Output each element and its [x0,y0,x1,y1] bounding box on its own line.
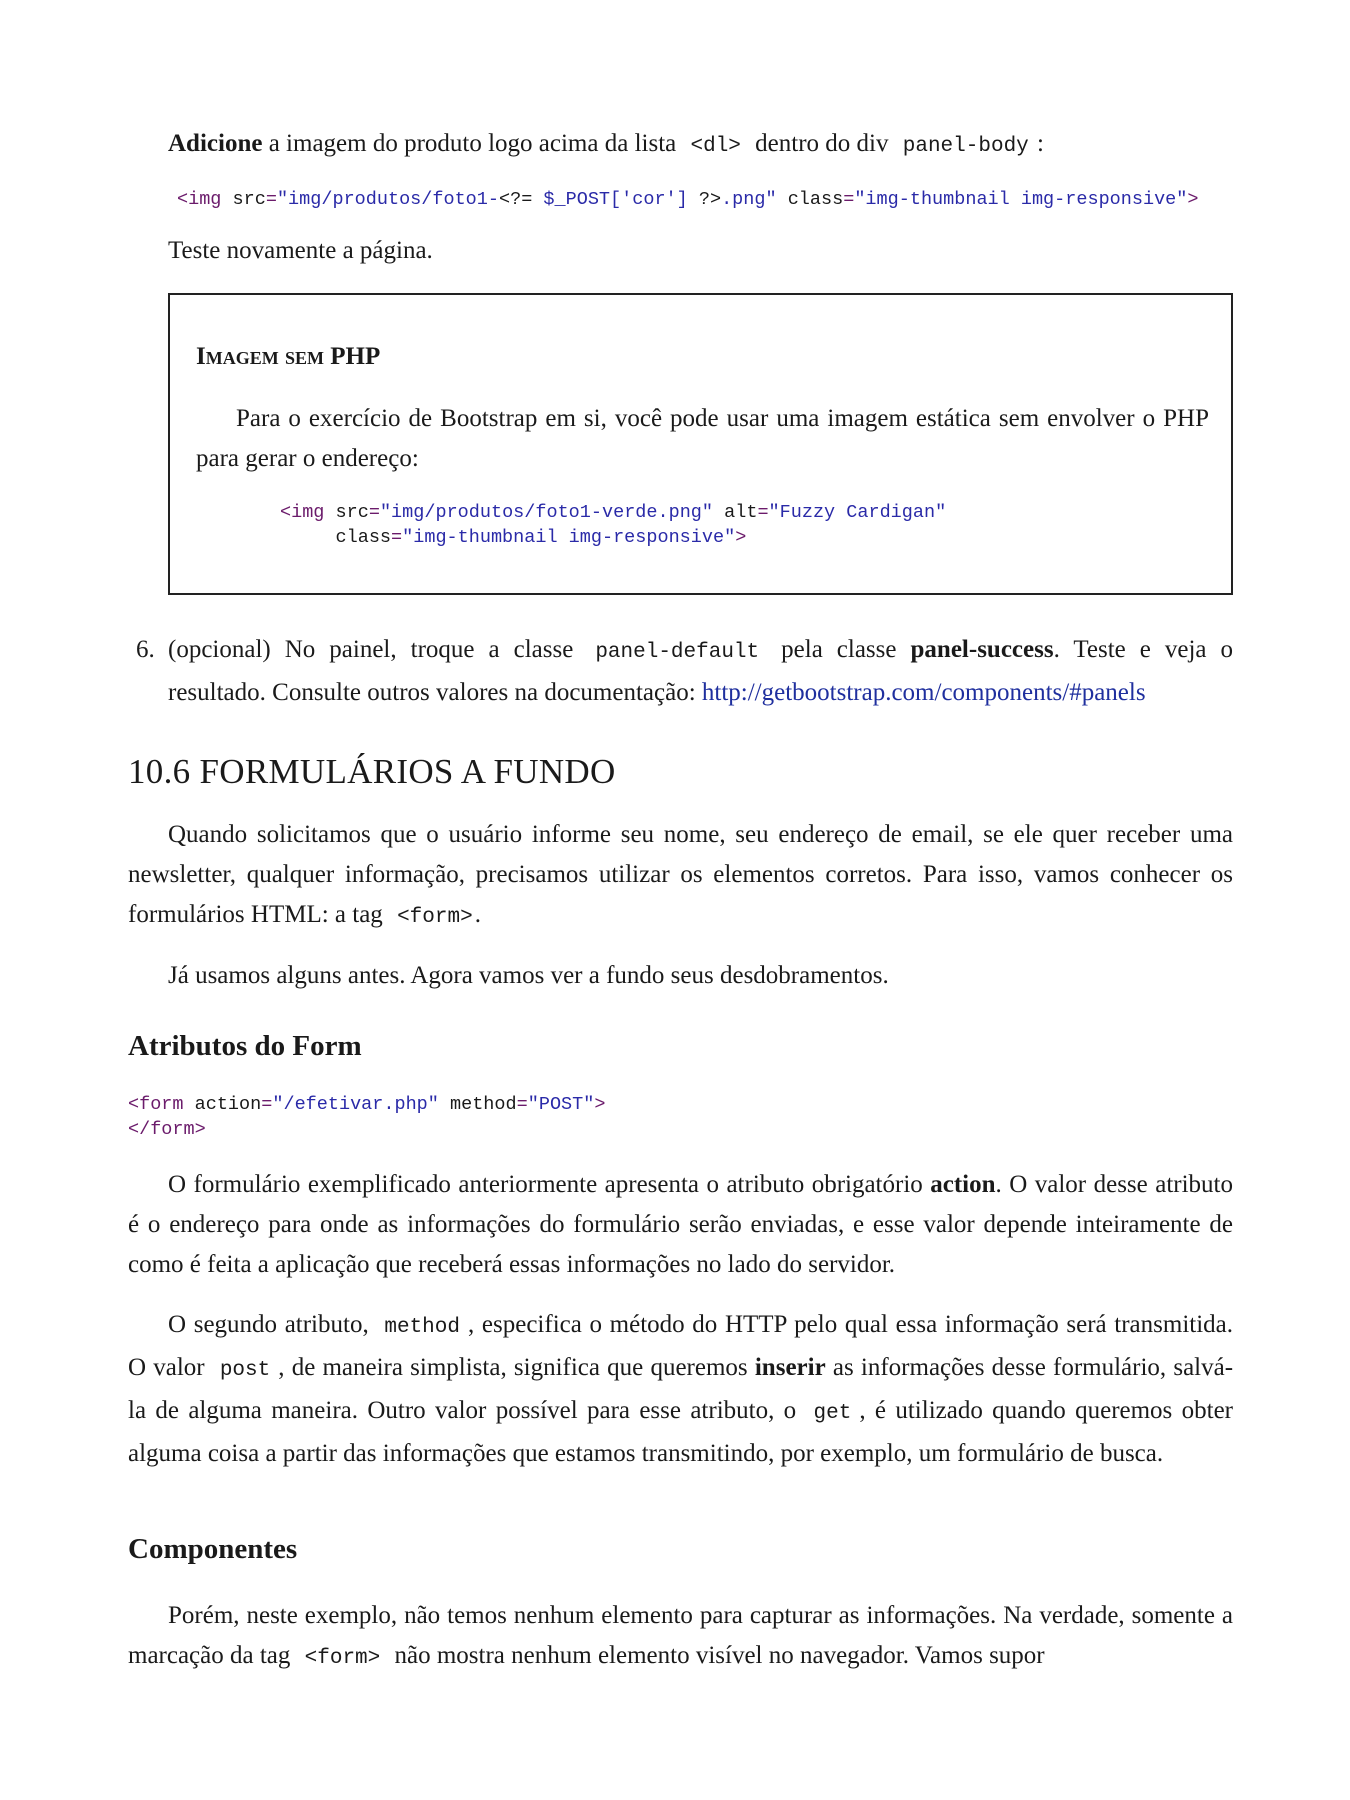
atributos-p2-b: , especifica o método do HTTP pelo qual essa informação será transmitida. O valor [128,1311,1234,1381]
code-tag: <img [280,502,325,523]
code-eq: = [843,189,855,210]
form-code-block [128,1092,605,1142]
componentes-p1-a: Porém, neste exemplo, não temos nenhum elemento para capturar as informações. Na verdade, somente a marcação da tag [128,1602,1233,1669]
code-tag: > [735,527,747,548]
callout-title-smallcaps: Imagem sem [196,343,324,370]
atributos-p1-bold: action [930,1171,996,1198]
componentes-heading: Componentes [128,1533,298,1565]
atributos-heading: Atributos do Form [128,1030,362,1062]
atributos-p2-a: O segundo atributo, [168,1311,369,1338]
code-attr: class [787,189,844,210]
componentes-p1-b: não mostra nenhum elemento visível no navegador. Vamos supor [394,1642,1045,1669]
code-php-close: ?> [698,189,722,210]
list-item-6 [168,630,1233,713]
code-attr: src [232,189,266,210]
bootstrap-docs-link[interactable]: http://getbootstrap.com/components/#panels [701,679,1146,706]
section-paragraph-1 [128,815,1233,938]
callout-title-bold: PHP [330,343,381,370]
code-string: "/efetivar.php" [272,1094,439,1115]
code-attr: alt [724,502,758,523]
code-tag: > [1187,189,1199,210]
inline-code-method: method [384,1316,460,1339]
callout-code-block [280,500,946,550]
code-eq: = [368,502,380,523]
code-attr: class [335,527,392,548]
intro-text-3: : [1037,130,1044,157]
code-string: "img/produtos/foto1-verde.png" [379,502,714,523]
code-string: .png" [721,189,777,210]
code-attr: method [450,1094,517,1115]
section-p1-end: . [474,901,481,928]
atributos-p1-a: O formulário exemplificado anteriormente apresenta o atributo obrigatório [168,1171,923,1198]
code-eq: = [516,1094,528,1115]
intro-bold: Adicione [168,130,263,157]
code-eq: = [757,502,769,523]
atributos-paragraph-2 [128,1305,1233,1474]
intro-text-2: dentro do div [755,130,889,157]
inline-code-post: post [219,1359,271,1382]
code-eq: = [261,1094,273,1115]
inline-code-panel-body: panel-body [902,135,1029,158]
section-paragraph-2: Já usamos alguns antes. Agora vamos ver a fundo seus desdobramentos. [168,962,889,989]
atributos-paragraph-1 [128,1165,1233,1285]
code-string: "img-thumbnail img-responsive" [402,527,736,548]
atributos-p2-d: as informações desse formulário, salvá-la de alguma maneira. Outro valor possível para esse atributo, o [128,1354,1234,1424]
code-string: "POST" [527,1094,595,1115]
atributos-p2-c: , de maneira simplista, significa que queremos [278,1354,748,1381]
intro-text-1: a imagem do produto logo acima da lista [268,130,677,157]
inline-code-get: get [813,1402,852,1425]
code-attr: src [335,502,369,523]
atributos-p2-bold: inserir [754,1354,826,1381]
inline-code-dl: <dl> [690,135,741,158]
atributos-p2-e: , é utilizado quando queremos obter alguma coisa a partir das informações que estamos transmitindo, por exemplo, um formulário de busca. [128,1397,1233,1467]
item6-bold: panel-success [910,636,1054,663]
section-title: 10.6 FORMULÁRIOS A FUNDO [128,752,616,791]
callout-title [196,343,380,371]
section-p1-text: Quando solicitamos que o usuário informe seu nome, seu endereço de email, se ele quer receber uma newsletter, qualquer informação, precisamos utilizar os elementos corretos. Para isso, vamos conhecer os formulários HTML: a tag [128,821,1233,928]
callout-paragraph: Para o exercício de Bootstrap em si, você pode usar uma imagem estática sem envolver o PHP para gerar o endereço: [196,405,1209,472]
code-string: "img-thumbnail img-responsive" [854,189,1188,210]
code-string: "Fuzzy Cardigan" [768,502,947,523]
item6-text-2: pela classe [781,636,897,663]
intro-paragraph [168,124,1233,167]
code-block-img-php [177,187,1199,212]
code-tag: > [594,1094,606,1115]
teste-paragraph: Teste novamente a página. [168,237,433,264]
componentes-paragraph-1 [128,1596,1233,1679]
code-eq: = [265,189,277,210]
atributos-p1-b: . O valor desse atributo é o endereço para onde as informações do formulário serão enviadas, e esse valor depende inteiramente de como é feita a aplicação que receberá essas informações no lado do servidor. [128,1171,1233,1278]
code-php-open: <?= [499,189,533,210]
code-tag: <img [177,189,222,210]
item6-text-3: . Teste e veja o resultado. Consulte outros valores na documentação: [168,636,1234,706]
inline-code-panel-default: panel-default [595,641,760,664]
list-number: 6. [136,636,155,663]
code-eq: = [391,527,403,548]
code-string: "img/produtos/foto1- [276,189,499,210]
code-attr: action [194,1094,262,1115]
code-php-var: $_POST['cor'] [543,189,688,210]
code-tag: <form [128,1094,184,1115]
item6-text-1: (opcional) No painel, troque a classe [168,636,574,663]
callout-box [168,293,1233,595]
code-tag: </form> [128,1119,206,1140]
inline-code-form-2: <form> [304,1647,381,1670]
inline-code-form: <form> [397,906,473,929]
